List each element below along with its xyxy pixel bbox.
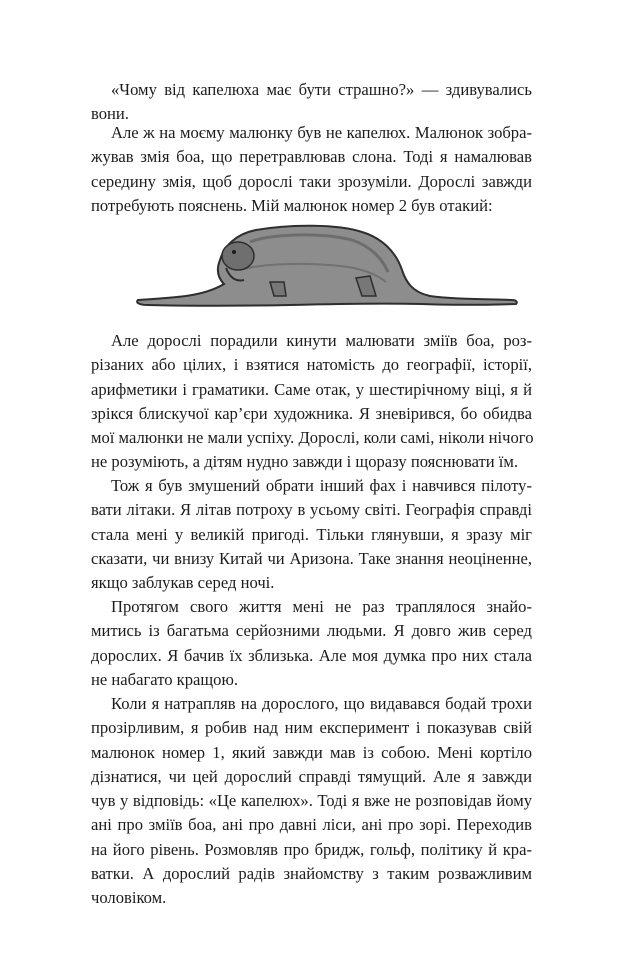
boa-constrictor-digesting-elephant-icon: [130, 220, 520, 320]
text-line: «Чому від капелюха має бути страшно?» — здивувались: [111, 80, 532, 99]
text-line: не розуміють, а дітям нудно завжди і щоразу пояснювати їм.: [91, 452, 519, 472]
text-line: стала мені у великій пригоді. Тільки глянувши, я зразу міг: [91, 524, 532, 544]
text-line: вати літаки. Я літав потроху в усьому світі. Географія справді: [91, 500, 532, 520]
text-line: Протягом свого життя мені не раз траплялося знайо-: [111, 597, 532, 616]
text-line: чув у відповідь: «Це капелюх». Тоді я вже не розповідав йому: [91, 791, 532, 811]
text-line: Але ж на моєму малюнку був не капелюх. Малюнок зобра-: [111, 123, 532, 142]
text-line: вони.: [91, 104, 129, 124]
text-line: дізнатися, чи цей дорослий справді тямущий. Але я завжди: [91, 766, 532, 786]
paragraph-3: [91, 329, 532, 475]
text-line: потребують пояснень. Мій малюнок номер 2 був отакий:: [91, 195, 493, 215]
paragraph-5: [91, 595, 532, 692]
text-line: на його рівень. Розмовляв про бридж, гольф, політику й кра-: [91, 839, 532, 859]
text-line: не набагато кращою.: [91, 669, 239, 689]
text-line: зрікся блискучої кар’єри художника. Я зневірився, бо обидва: [91, 403, 532, 423]
paragraph-4: [91, 474, 532, 595]
text-line: малюнок номер 1, який завжди мав із собою. Мені кортіло: [91, 742, 532, 762]
text-line: середину змія, щоб дорослі таки зрозуміли. Дорослі завжди: [91, 171, 532, 191]
text-line: Але дорослі порадили кинути малювати зміїв боа, роз-: [111, 331, 532, 350]
text-line: Тож я був змушений обрати інший фах і навчився пілоту-: [111, 476, 532, 495]
text-line: ані про зміїв боа, ані про давні ліси, ані про зорі. Переходив: [91, 815, 532, 835]
text-line: прозірливим, я робив над ним експеримент і показував свій: [91, 718, 532, 738]
paragraph-1: [91, 78, 532, 127]
text-line: митись із багатьма серйозними людьми. Я довго жив серед: [91, 621, 532, 641]
text-line: Коли я натрапляв на дорослого, що видавався бодай трохи: [111, 694, 532, 713]
text-line: мої малюнки не мали успіху. Дорослі, коли самі, ніколи нічого: [91, 428, 534, 448]
text-line: якщо заблукав серед ночі.: [91, 573, 275, 593]
text-line: дорослих. Я бачив їх зблизька. Але моя думка про них стала: [91, 645, 532, 665]
paragraph-6: [91, 692, 532, 911]
text-line: арифметики і граматики. Саме отак, у шестирічному віці, я й: [91, 379, 532, 399]
text-line: чоловіком.: [91, 888, 167, 908]
text-line: сказати, чи внизу Китай чи Аризона. Таке знання неоціненне,: [91, 548, 532, 568]
text-line: різаних або цілих, і взятися натомість до географії, історії,: [91, 355, 532, 375]
text-line: ватки. А дорослий радів знайомству з таким розважливим: [91, 864, 532, 884]
paragraph-2: [91, 121, 532, 218]
text-line: жував змія боа, що перетравлював слона. Тоді я намалював: [91, 147, 532, 167]
